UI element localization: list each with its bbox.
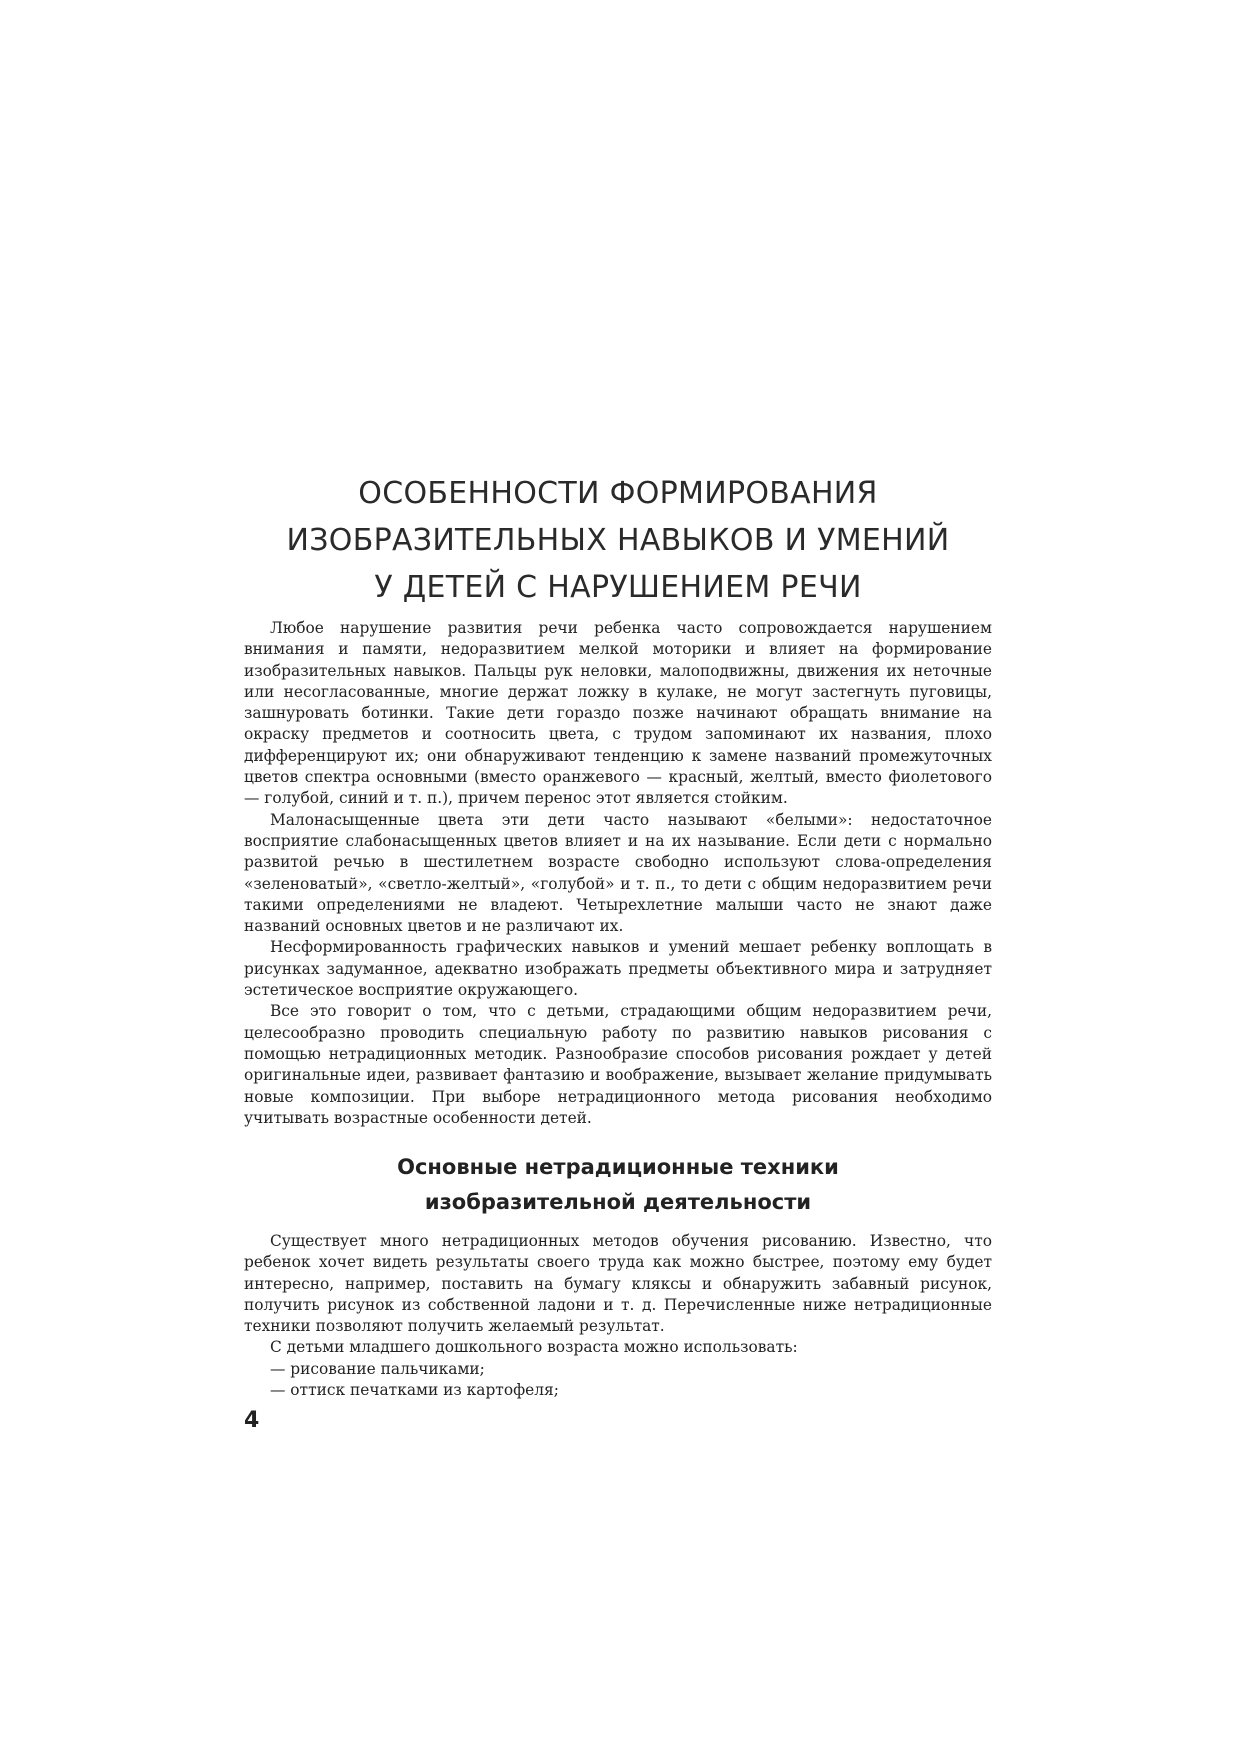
paragraph: Существует много нетрадиционных методов обучения рисованию. Известно, что ребенок хочет видеть результаты своего труда как можно быстрее, поэтому ему будет интересно, например, поставить на бумагу кляксы и обнаружить забавный рисунок, получить рисунок из собственной ладони и т. д. Перечисленные ниже нетрадиционные техники позволяют получить желаемый результат. bbox=[244, 1232, 992, 1336]
section-title-line-1: Основные нетрадиционные техники bbox=[397, 1155, 839, 1179]
paragraph: С детьми младшего дошкольного возраста можно использовать: bbox=[270, 1338, 798, 1357]
paragraph: Несформированность графических навыков и умений мешает ребенку воплощать в рисунках задуманное, адекватно изображать предметы объективного мира и затрудняет эстетическое восприятие окружающего. bbox=[244, 938, 992, 1000]
chapter-body bbox=[244, 618, 992, 1129]
list-item: — оттиск печатками из картофеля; bbox=[270, 1381, 559, 1400]
section-body bbox=[244, 1231, 992, 1401]
paragraph: Малонасыщенные цвета эти дети часто называют «белыми»: недостаточное восприятие слабонасыщенных цветов влияет и на их называние. Если дети с нормально развитой речью в шестилетнем возрасте свободно используют слова-определения «зеленоватый», «светло-желтый», «голубой» и т. п., то дети с общим недоразвитием речи такими определениями не владеют. Четырехлетние малыши часто не знают даже названий основных цветов и не различают их. bbox=[244, 810, 992, 936]
chapter-title bbox=[243, 470, 993, 611]
section-title bbox=[243, 1150, 993, 1220]
chapter-title-line-1: ОСОБЕННОСТИ ФОРМИРОВАНИЯ bbox=[358, 476, 878, 511]
chapter-title-line-2: ИЗОБРАЗИТЕЛЬНЫХ НАВЫКОВ И УМЕНИЙ bbox=[286, 523, 950, 558]
paragraph: Все это говорит о том, что с детьми, страдающими общим недоразвитием речи, целесообразно проводить специальную работу по развитию навыков рисования с помощью нетрадиционных методик. Разнообразие способов рисования рождает у детей оригинальные идеи, развивает фантазию и воображение, вызывает желание придумывать новые композиции. При выборе нетрадиционного метода рисования необходимо учитывать возрастные особенности детей. bbox=[244, 1002, 992, 1127]
list-item: — рисование пальчиками; bbox=[270, 1359, 485, 1378]
paragraph: Любое нарушение развития речи ребенка часто сопровождается нарушением внимания и памяти, недоразвитием мелкой моторики и влияет на формирование изобразительных навыков. Пальцы рук неловки, малоподвижны, движения их неточные или несогласованные, многие держат ложку в кулаке, не могут застегнуть пуговицы, зашнуровать ботинки. Такие дети гораздо позже начинают обращать внимание на окраску предметов и соотносить цвета, с трудом запоминают их названия, плохо дифференцируют их; они обнаруживают тенденцию к замене названий промежуточных цветов спектра основными (вместо оранжевого — красный, желтый, вместо фиолетового — голубой, синий и т. п.), причем перенос этот является стойким. bbox=[244, 619, 992, 808]
section-title-line-2: изобразительной деятельности bbox=[424, 1190, 812, 1214]
chapter-title-line-3: У ДЕТЕЙ С НАРУШЕНИЕМ РЕЧИ bbox=[374, 570, 862, 605]
page-number: 4 bbox=[244, 1408, 260, 1433]
